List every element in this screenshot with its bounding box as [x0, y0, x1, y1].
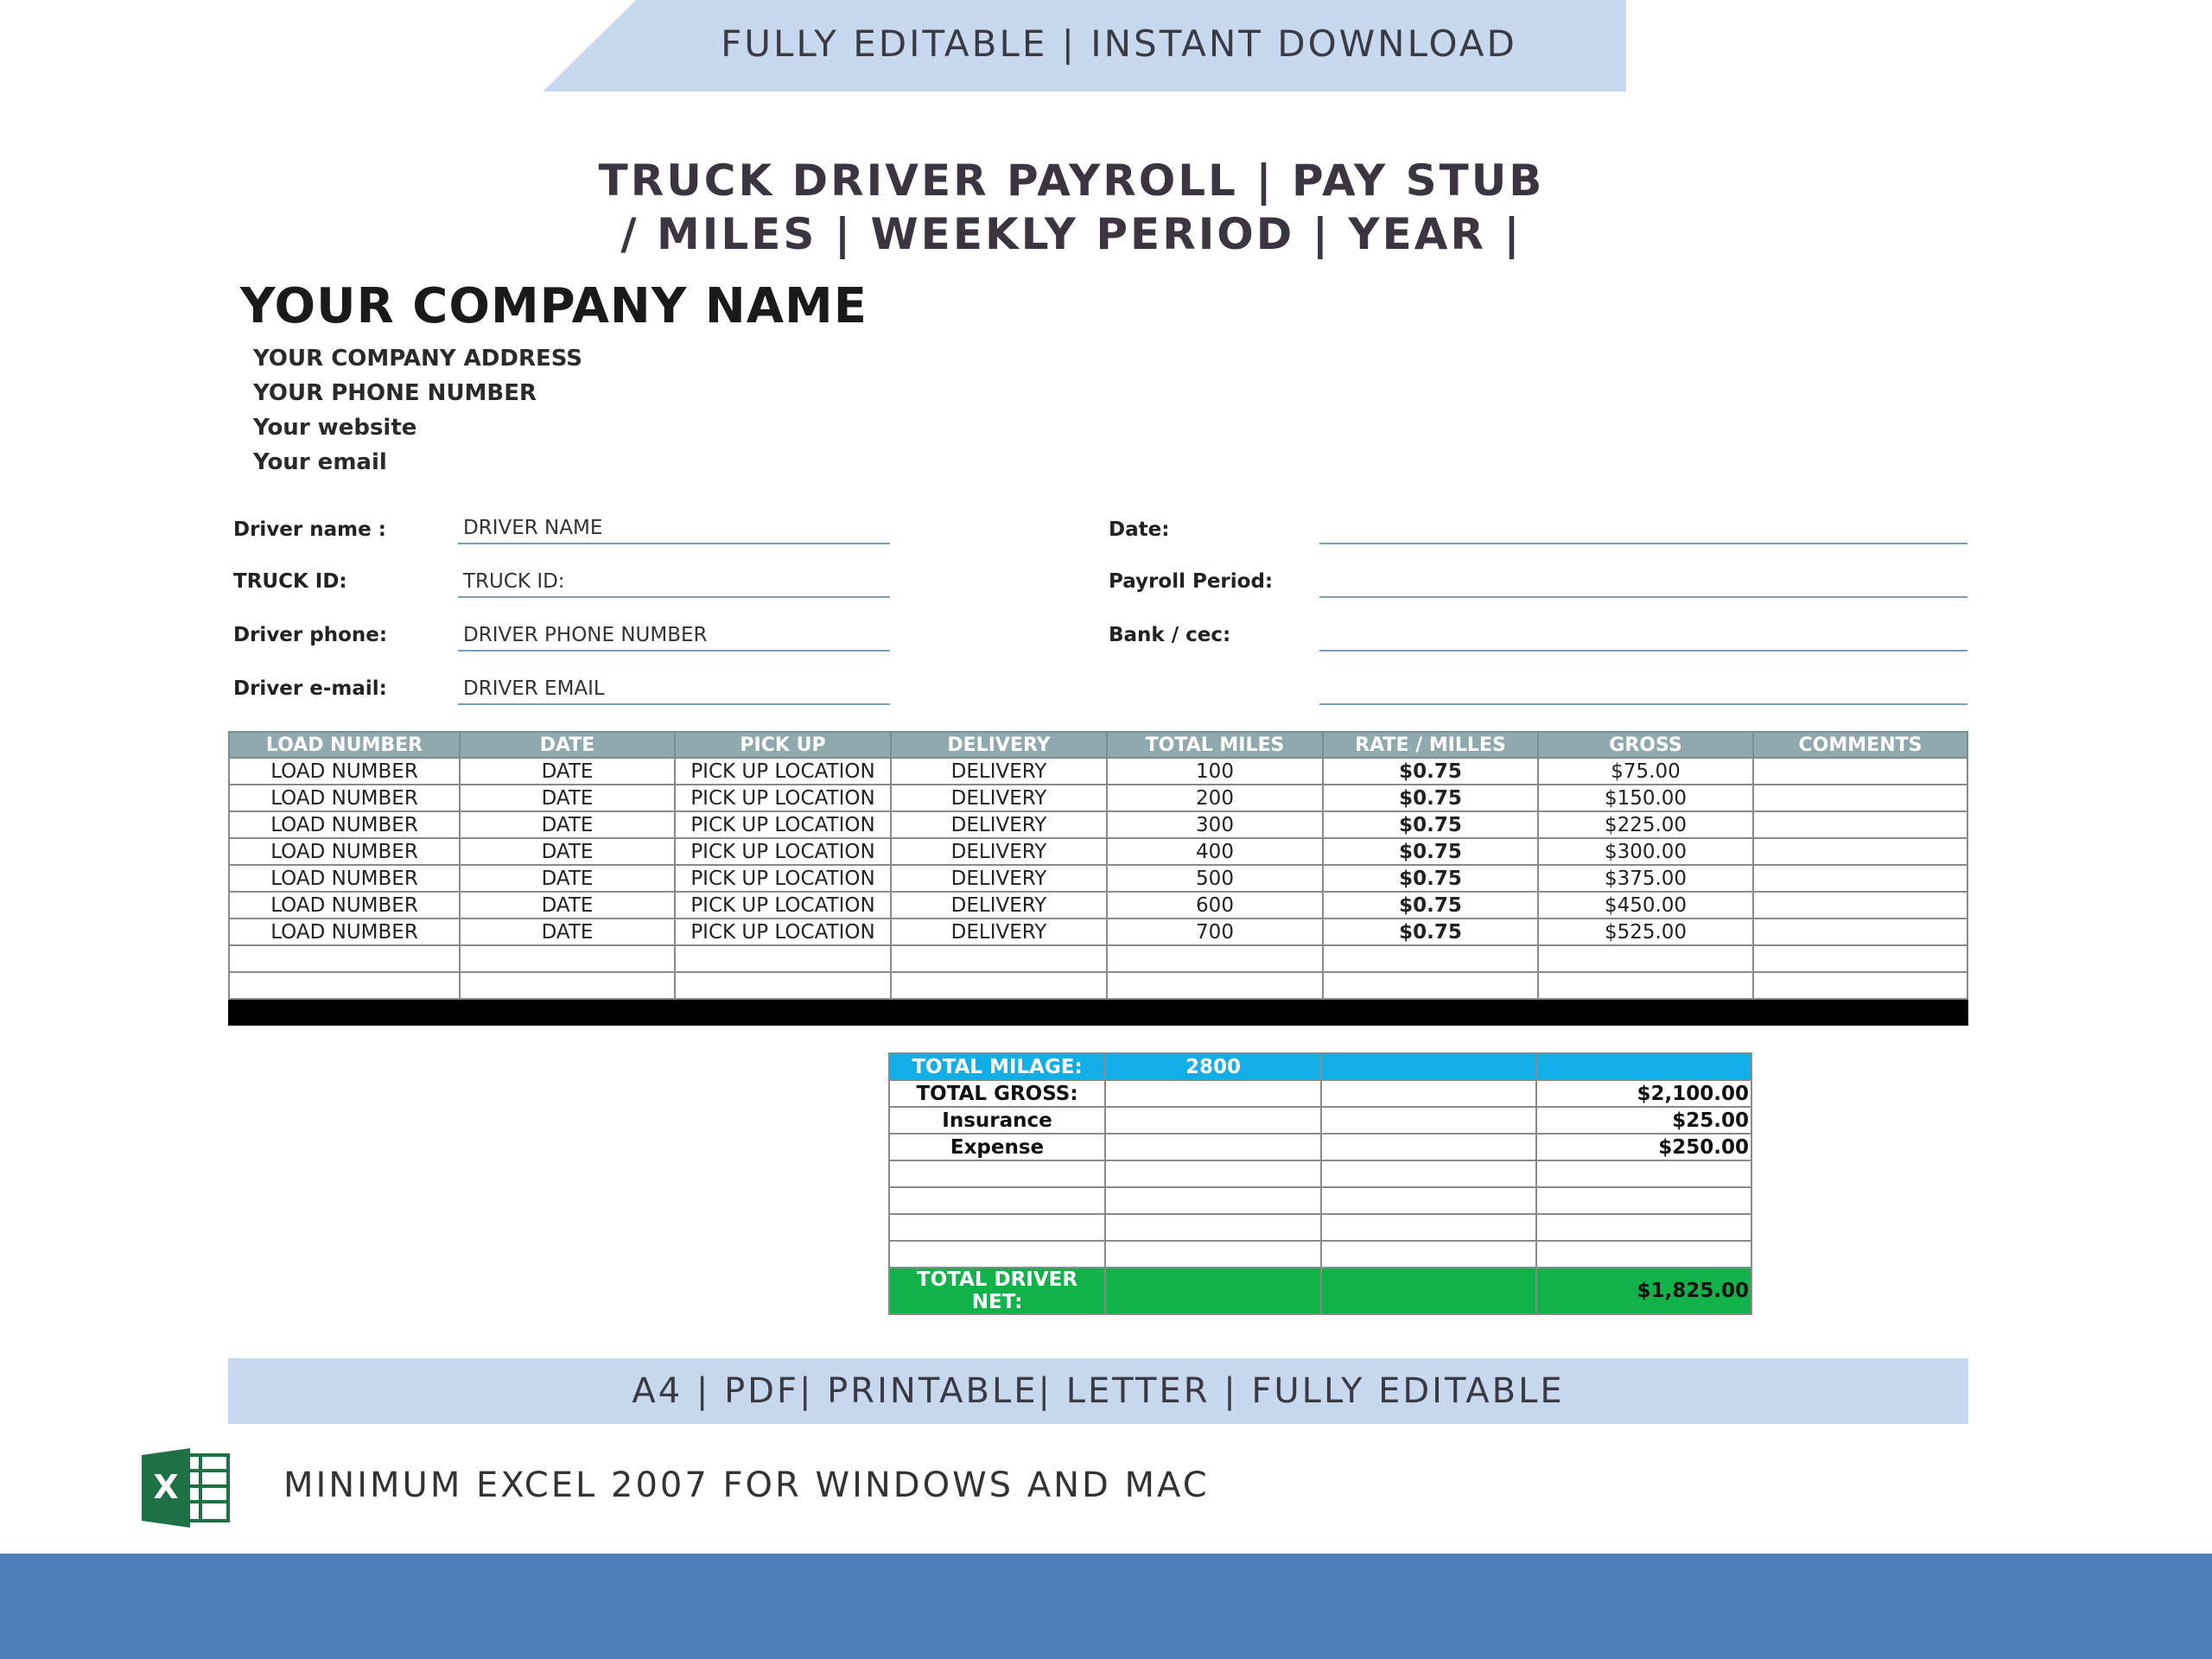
- black-cell: [229, 999, 460, 1025]
- cell-rate[interactable]: $0.75: [1323, 918, 1538, 945]
- truck-id-label: TRUCK ID:: [233, 570, 347, 593]
- col-header-load-number: LOAD NUMBER: [229, 732, 460, 758]
- driver-phone-label: Driver phone:: [233, 624, 388, 646]
- black-cell: [675, 999, 891, 1025]
- driver-phone-field[interactable]: DRIVER PHONE NUMBER: [458, 619, 890, 652]
- driver-name-label: Driver name :: [233, 518, 386, 541]
- formats-band: A4 | PDF| PRINTABLE| LETTER | FULLY EDITABLE: [228, 1358, 1968, 1424]
- truck-id-field[interactable]: TRUCK ID:: [458, 565, 890, 598]
- empty-cell[interactable]: [1321, 1241, 1536, 1268]
- cell-rate[interactable]: $0.75: [1323, 758, 1538, 785]
- company-name: YOUR COMPANY NAME: [240, 278, 868, 334]
- cell-comments[interactable]: [1753, 865, 1967, 892]
- table-row: [229, 918, 1967, 945]
- cell-date[interactable]: DATE: [460, 892, 675, 918]
- table-row-empty: [229, 972, 1967, 999]
- empty-cell[interactable]: [1536, 1160, 1751, 1187]
- empty-cell[interactable]: [1538, 945, 1753, 972]
- black-cell: [1753, 999, 1967, 1025]
- cell-load-number[interactable]: LOAD NUMBER: [229, 758, 460, 785]
- payroll-period-label: Payroll Period:: [1109, 570, 1274, 593]
- page-title-line2: / MILES | WEEKLY PERIOD | YEAR |: [620, 209, 1522, 259]
- empty-cell[interactable]: [1536, 1053, 1751, 1080]
- bank-field[interactable]: [1319, 619, 1967, 652]
- empty-cell[interactable]: [1321, 1187, 1536, 1214]
- cell-comments[interactable]: [1753, 918, 1967, 945]
- total-gross-label: TOTAL GROSS:: [889, 1080, 1105, 1107]
- top-banner-text: FULLY EDITABLE | INSTANT DOWNLOAD: [721, 22, 1517, 65]
- totals-empty-row: [889, 1241, 1751, 1268]
- date-label: Date:: [1109, 518, 1170, 541]
- empty-cell[interactable]: [1105, 1214, 1321, 1241]
- excel-icon: [142, 1448, 232, 1528]
- cell-delivery[interactable]: DELIVERY: [891, 785, 1107, 811]
- company-email: Your email: [253, 449, 387, 475]
- cell-rate[interactable]: $0.75: [1323, 785, 1538, 811]
- empty-cell[interactable]: [889, 1214, 1105, 1241]
- table-row-empty: [229, 945, 1967, 972]
- empty-cell[interactable]: [1323, 945, 1538, 972]
- cell-delivery[interactable]: DELIVERY: [891, 892, 1107, 918]
- col-header-delivery: DELIVERY: [891, 732, 1107, 758]
- cell-rate[interactable]: $0.75: [1323, 811, 1538, 838]
- cell-delivery[interactable]: DELIVERY: [891, 758, 1107, 785]
- cell-total-miles[interactable]: 700: [1107, 918, 1323, 945]
- empty-cell[interactable]: [1107, 945, 1323, 972]
- cell-date[interactable]: DATE: [460, 865, 675, 892]
- empty-cell[interactable]: [1105, 1080, 1321, 1107]
- cell-pick-up[interactable]: PICK UP LOCATION: [675, 758, 891, 785]
- cell-comments[interactable]: [1753, 811, 1967, 838]
- total-gross-row: [889, 1080, 1751, 1107]
- cell-total-miles[interactable]: 300: [1107, 811, 1323, 838]
- totals-table: [888, 1052, 1752, 1315]
- total-net-row: [889, 1268, 1751, 1314]
- empty-cell[interactable]: [1323, 972, 1538, 999]
- total-net-label: TOTAL DRIVER NET:: [889, 1268, 1105, 1314]
- svg-text:X: X: [153, 1468, 179, 1506]
- cell-pick-up[interactable]: PICK UP LOCATION: [675, 865, 891, 892]
- empty-cell[interactable]: [1321, 1160, 1536, 1187]
- cell-date[interactable]: DATE: [460, 758, 675, 785]
- cell-comments[interactable]: [1753, 785, 1967, 811]
- cell-rate[interactable]: $0.75: [1323, 838, 1538, 865]
- cell-load-number[interactable]: LOAD NUMBER: [229, 811, 460, 838]
- total-mileage-label: TOTAL MILAGE:: [889, 1053, 1105, 1080]
- cell-total-miles[interactable]: 500: [1107, 865, 1323, 892]
- empty-cell[interactable]: [1753, 945, 1967, 972]
- empty-cell[interactable]: [1105, 1268, 1321, 1314]
- cell-comments[interactable]: [1753, 758, 1967, 785]
- cell-load-number[interactable]: LOAD NUMBER: [229, 865, 460, 892]
- empty-cell[interactable]: [889, 1241, 1105, 1268]
- cell-total-miles[interactable]: 400: [1107, 838, 1323, 865]
- insurance-value[interactable]: $25.00: [1536, 1107, 1751, 1134]
- empty-cell[interactable]: [1536, 1241, 1751, 1268]
- cell-pick-up[interactable]: PICK UP LOCATION: [675, 785, 891, 811]
- empty-cell[interactable]: [1321, 1134, 1536, 1160]
- empty-cell[interactable]: [1753, 972, 1967, 999]
- expense-value[interactable]: $250.00: [1536, 1134, 1751, 1160]
- black-cell: [460, 999, 675, 1025]
- payroll-period-field[interactable]: [1319, 565, 1967, 598]
- empty-cell[interactable]: [1321, 1053, 1536, 1080]
- empty-cell[interactable]: [891, 945, 1107, 972]
- empty-cell[interactable]: [675, 972, 891, 999]
- total-gross-value[interactable]: $2,100.00: [1536, 1080, 1751, 1107]
- col-header-total-miles: TOTAL MILES: [1107, 732, 1323, 758]
- cell-date[interactable]: DATE: [460, 918, 675, 945]
- empty-cell[interactable]: [1107, 972, 1323, 999]
- cell-gross[interactable]: $450.00: [1538, 892, 1753, 918]
- expense-row: [889, 1134, 1751, 1160]
- cell-pick-up[interactable]: PICK UP LOCATION: [675, 892, 891, 918]
- cell-comments[interactable]: [1753, 838, 1967, 865]
- empty-cell[interactable]: [1536, 1214, 1751, 1241]
- table-footer-row: [229, 999, 1967, 1025]
- driver-name-field[interactable]: DRIVER NAME: [458, 512, 890, 544]
- cell-pick-up[interactable]: PICK UP LOCATION: [675, 838, 891, 865]
- cell-gross[interactable]: $75.00: [1538, 758, 1753, 785]
- cell-gross[interactable]: $225.00: [1538, 811, 1753, 838]
- footer-bar: [0, 1554, 2212, 1659]
- totals-empty-row: [889, 1214, 1751, 1241]
- table-row: [229, 838, 1967, 865]
- black-cell: [891, 999, 1107, 1025]
- total-mileage-value[interactable]: 2800: [1105, 1053, 1321, 1080]
- cell-gross[interactable]: $300.00: [1538, 838, 1753, 865]
- cell-load-number[interactable]: LOAD NUMBER: [229, 785, 460, 811]
- col-header-gross: GROSS: [1538, 732, 1753, 758]
- empty-cell[interactable]: [229, 972, 460, 999]
- insurance-label: Insurance: [889, 1107, 1105, 1134]
- table-row: [229, 892, 1967, 918]
- bank-label: Bank / cec:: [1109, 624, 1231, 646]
- empty-cell[interactable]: [1536, 1187, 1751, 1214]
- cell-delivery[interactable]: DELIVERY: [891, 918, 1107, 945]
- black-cell: [1107, 999, 1323, 1025]
- table-row: [229, 785, 1967, 811]
- page-title-line1: TRUCK DRIVER PAYROLL | PAY STUB: [598, 156, 1545, 206]
- empty-cell[interactable]: [1105, 1107, 1321, 1134]
- table-header-row: [229, 732, 1967, 758]
- cell-delivery[interactable]: DELIVERY: [891, 811, 1107, 838]
- cell-pick-up[interactable]: PICK UP LOCATION: [675, 918, 891, 945]
- empty-cell[interactable]: [891, 972, 1107, 999]
- company-website: Your website: [253, 415, 417, 441]
- empty-cell[interactable]: [460, 972, 675, 999]
- cell-load-number[interactable]: LOAD NUMBER: [229, 838, 460, 865]
- cell-comments[interactable]: [1753, 892, 1967, 918]
- cell-total-miles[interactable]: 200: [1107, 785, 1323, 811]
- col-header-comments: COMMENTS: [1753, 732, 1967, 758]
- cell-delivery[interactable]: DELIVERY: [891, 838, 1107, 865]
- empty-cell[interactable]: [1321, 1214, 1536, 1241]
- table-row: [229, 758, 1967, 785]
- cell-date[interactable]: DATE: [460, 785, 675, 811]
- empty-cell[interactable]: [1538, 972, 1753, 999]
- totals-empty-row: [889, 1160, 1751, 1187]
- date-field[interactable]: [1319, 512, 1967, 544]
- cell-total-miles[interactable]: 100: [1107, 758, 1323, 785]
- cell-gross[interactable]: $375.00: [1538, 865, 1753, 892]
- empty-cell[interactable]: [1105, 1241, 1321, 1268]
- cell-rate[interactable]: $0.75: [1323, 865, 1538, 892]
- cell-pick-up[interactable]: PICK UP LOCATION: [675, 811, 891, 838]
- empty-cell[interactable]: [229, 945, 460, 972]
- empty-cell[interactable]: [675, 945, 891, 972]
- col-header-pick-up: PICK UP: [675, 732, 891, 758]
- table-row: [229, 811, 1967, 838]
- driver-email-field[interactable]: DRIVER EMAIL: [458, 672, 890, 705]
- col-header-date: DATE: [460, 732, 675, 758]
- total-mileage-row: [889, 1053, 1751, 1080]
- col-header-rate: RATE / MILLES: [1323, 732, 1538, 758]
- cell-date[interactable]: DATE: [460, 811, 675, 838]
- company-address: YOUR COMPANY ADDRESS: [253, 346, 583, 372]
- cell-total-miles[interactable]: 600: [1107, 892, 1323, 918]
- empty-cell[interactable]: [889, 1160, 1105, 1187]
- empty-cell[interactable]: [1105, 1160, 1321, 1187]
- empty-cell[interactable]: [1321, 1080, 1536, 1107]
- totals-empty-row: [889, 1187, 1751, 1214]
- cell-load-number[interactable]: LOAD NUMBER: [229, 892, 460, 918]
- expense-label: Expense: [889, 1134, 1105, 1160]
- empty-cell[interactable]: [1105, 1134, 1321, 1160]
- total-net-value[interactable]: $1,825.00: [1536, 1268, 1751, 1314]
- cell-load-number[interactable]: LOAD NUMBER: [229, 918, 460, 945]
- table-row: [229, 865, 1967, 892]
- cell-date[interactable]: DATE: [460, 838, 675, 865]
- company-phone: YOUR PHONE NUMBER: [253, 380, 537, 406]
- empty-cell[interactable]: [889, 1187, 1105, 1214]
- cell-gross[interactable]: $150.00: [1538, 785, 1753, 811]
- cell-gross[interactable]: $525.00: [1538, 918, 1753, 945]
- cell-rate[interactable]: $0.75: [1323, 892, 1538, 918]
- black-cell: [1323, 999, 1538, 1025]
- insurance-row: [889, 1107, 1751, 1134]
- extra-field[interactable]: [1319, 672, 1967, 705]
- cell-delivery[interactable]: DELIVERY: [891, 865, 1107, 892]
- empty-cell[interactable]: [460, 945, 675, 972]
- load-table: [228, 731, 1968, 1026]
- empty-cell[interactable]: [1105, 1187, 1321, 1214]
- driver-email-label: Driver e-mail:: [233, 677, 387, 700]
- empty-cell[interactable]: [1321, 1107, 1536, 1134]
- black-cell: [1538, 999, 1753, 1025]
- empty-cell[interactable]: [1321, 1268, 1536, 1314]
- excel-requirement-note: MINIMUM EXCEL 2007 FOR WINDOWS AND MAC: [283, 1465, 1210, 1505]
